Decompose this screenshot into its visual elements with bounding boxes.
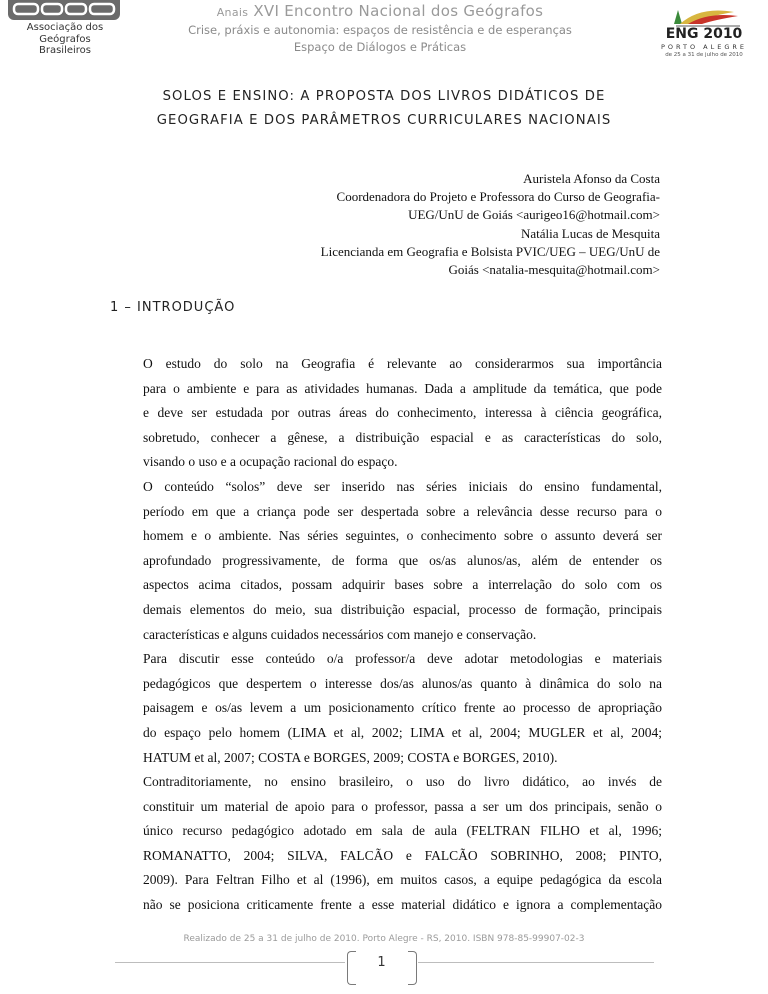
eng-city: PORTO ALEGRE bbox=[660, 43, 748, 51]
paragraph: Contraditoriamente, no ensino brasileiro, o uso do livro didático, ao invés de constituir um material de apoio para o professor, passa a ser um dos principais, senão o único recurso pedagógico adotado em sala de aula (FELTRAN FILHO et al, 1996; ROMANATTO, 2004; SILVA, FALCÃO e FALCÃO SOBRINHO, 2008; PINTO, 2009). Para Feltran Filho et al (1996), em muitos casos, a equipe pedagógica da escola não se posiciona criticamente frente a esse material didático e ignora a complementação bbox=[143, 774, 662, 913]
agb-logo-mark bbox=[8, 0, 120, 20]
eng-logo bbox=[648, 4, 760, 60]
author-name: Auristela Afonso da Costa bbox=[523, 171, 660, 186]
event-space: Espaço de Diálogos e Práticas bbox=[293, 40, 467, 54]
paragraph: O estudo do solo na Geografia é relevante ao considerarmos sua importância para o ambiente e para as atividades humanas. Dada a amplitude da temática, que pode e deve ser estudada por outras áreas do conhecimento, interessa à ciência geográfica, sobretudo, conhecer a gênese, a distribuição espacial e as características do solo, visando o uso e a ocupação racional do espaço. bbox=[143, 356, 662, 470]
author-affiliation: Licencianda em Geografia e Bolsista PVIC/UEG – UEG/UnU de bbox=[320, 244, 660, 259]
eng-date: de 25 a 31 de julho de 2010 bbox=[665, 52, 743, 58]
event-title: Anais XVI Encontro Nacional dos Geógrafos bbox=[216, 2, 544, 20]
event-info bbox=[150, 2, 610, 54]
page-number: 1 bbox=[377, 955, 386, 970]
author-block-1 bbox=[337, 170, 660, 224]
page-bracket-right bbox=[408, 951, 417, 985]
author-affiliation: Goiás <natalia-mesquita@hotmail.com> bbox=[448, 262, 660, 277]
agb-name: Associação dos Geógrafos Brasileiros bbox=[26, 22, 104, 56]
eng-logo-flag bbox=[648, 4, 760, 28]
section-heading: 1 – INTRODUÇÃO bbox=[110, 300, 236, 315]
paragraph: Para discutir esse conteúdo o/a professor/a deve adotar metodologias e materiais pedagógicos que despertem o interesse dos/as alunos/as quanto à dinâmica do solo na paisagem e os/as levem a um posicionamento crítico frente ao processo de apropriação do espaço pelo homem (LIMA et al, 2002; LIMA et al, 2004; MUGLER et al, 2004; HATUM et al, 2007; COSTA e BORGES, 2009; COSTA e BORGES, 2010). bbox=[143, 651, 662, 765]
event-subtitle: Crise, práxis e autonomia: espaços de resistência e de esperanças bbox=[188, 23, 572, 37]
author-name: Natália Lucas de Mesquita bbox=[521, 226, 660, 241]
author-block-2 bbox=[321, 225, 660, 279]
paragraph: O conteúdo “solos” deve ser inserido nas séries iniciais do ensino fundamental, período em que a criança pode ser despertada sobre a relevância desse recurso para o homem e o ambiente. Nas séries seguintes, o conhecimento sobre o assunto deverá ser aprofundado progressivamente, de forma que os/as alunos/as, além de entender os aspectos acima citados, possam adquirir bases sobre a interrelação do solo com os demais elementos do meio, sua distribuição espacial, processo de formação, principais características e alguns cuidados necessários com manejo e conservação. bbox=[143, 478, 662, 642]
footer-text: Realizado de 25 a 31 de julho de 2010. Porto Alegre - RS, 2010. ISBN 978-85-99907-02-3 bbox=[183, 934, 585, 944]
body-text bbox=[110, 352, 662, 918]
author-affiliation: UEG/UnU de Goiás <aurigeo16@hotmail.com> bbox=[408, 207, 660, 222]
page-header bbox=[0, 0, 768, 66]
agb-logo bbox=[6, 0, 124, 62]
paper-title: SOLOS E ENSINO: A PROPOSTA DOS LIVROS DIDÁTICOS DE GEOGRAFIA E DOS PARÂMETROS CURRICULARES NACIONAIS bbox=[156, 89, 612, 128]
footer-rule-left bbox=[115, 962, 345, 963]
footer-rule-right bbox=[418, 962, 654, 963]
author-affiliation: Coordenadora do Projeto e Professora do Curso de Geografia- bbox=[336, 189, 660, 204]
eng-title: ENG 2010 bbox=[665, 26, 743, 42]
